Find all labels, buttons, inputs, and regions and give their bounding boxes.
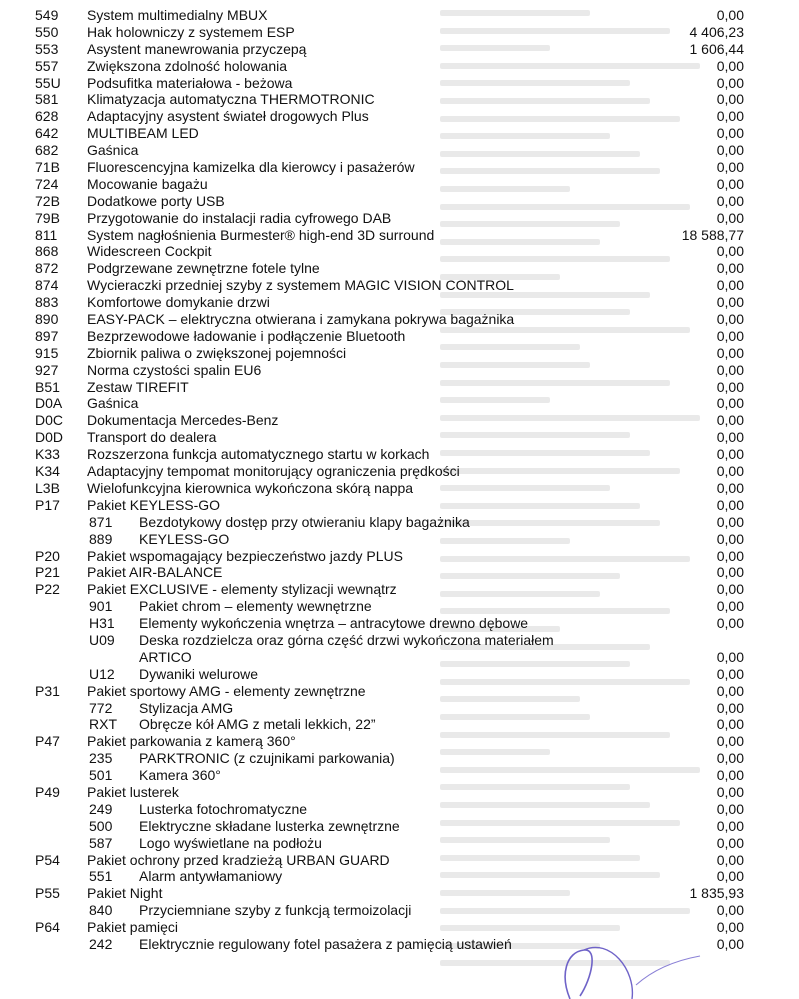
sub-item-name: Bezdotykowy dostęp przy otwieraniu klapy bagażnika [139, 513, 470, 530]
item-code: 553 [35, 40, 59, 57]
sub-item-row [0, 818, 799, 835]
item-price: 0,00 [716, 733, 744, 750]
item-row [0, 497, 799, 514]
item-code: P47 [35, 733, 60, 750]
item-row [0, 412, 799, 429]
item-name: Widescreen Cockpit [87, 243, 212, 260]
item-name: Rozszerzona funkcja automatycznego startu w korkach [87, 446, 430, 463]
item-name: Zwiększona zdolność holowania [87, 57, 287, 74]
item-price: 0,00 [716, 919, 744, 936]
item-name: System nagłośnienia Burmester® high-end 3D surround [87, 226, 435, 243]
item-name: Pakiet Night [87, 885, 163, 902]
item-price: 0,00 [716, 294, 744, 311]
item-code: P17 [35, 496, 60, 513]
sub-item-code: 501 [89, 767, 113, 784]
item-name: EASY-PACK – elektryczna otwierana i zamykana pokrywa bagażnika [87, 311, 515, 328]
item-price: 0,00 [716, 716, 744, 733]
item-name: Pakiet parkowania z kamerą 360° [87, 733, 296, 750]
item-row [0, 548, 799, 565]
item-name: Zbiornik paliwa o zwiększonej pojemności [87, 344, 347, 361]
item-name: Norma czystości spalin EU6 [87, 361, 262, 378]
item-name: Pakiet AIR-BALANCE [87, 564, 223, 581]
item-name: Adaptacyjny tempomat monitorujący ograniczenia prędkości [87, 463, 460, 480]
item-row [0, 379, 799, 396]
sub-item-name: Alarm antywłamaniowy [139, 868, 283, 885]
item-row [0, 91, 799, 108]
item-row [0, 683, 799, 700]
item-price: 0,00 [716, 665, 744, 682]
item-row [0, 125, 799, 142]
item-row [0, 852, 799, 869]
item-price: 0,00 [716, 513, 744, 530]
item-price: 0,00 [716, 851, 744, 868]
item-name: Hak holowniczy z systemem ESP [87, 23, 295, 40]
item-name: Zestaw TIREFIT [87, 378, 189, 395]
item-name: Mocowanie bagażu [87, 175, 208, 192]
sub-item-name: Stylizacja AMG [139, 699, 234, 716]
item-price: 0,00 [716, 868, 744, 885]
item-code: 872 [35, 260, 59, 277]
item-name: Dodatkowe porty USB [87, 192, 225, 209]
item-code: P22 [35, 581, 60, 598]
sub-item-code: RXT [89, 716, 117, 733]
item-price: 0,00 [716, 817, 744, 834]
item-name: Gaśnica [87, 395, 139, 412]
item-code: P64 [35, 919, 60, 936]
sub-item-code: 235 [89, 750, 113, 767]
item-code: 927 [35, 361, 59, 378]
item-price: 1 835,93 [689, 885, 744, 902]
sub-item-row [0, 632, 799, 666]
item-price: 0,00 [716, 209, 744, 226]
item-name: Pakiet lusterek [87, 783, 179, 800]
item-price: 0,00 [716, 902, 744, 919]
item-name: Pakiet pamięci [87, 919, 179, 936]
item-price: 4 406,23 [689, 23, 744, 40]
sub-item-name: Elektryczne składane lusterka zewnętrzne [139, 817, 400, 834]
sub-item-code: 871 [89, 513, 113, 530]
item-code: 72B [35, 192, 60, 209]
item-name: MULTIBEAM LED [87, 125, 199, 142]
item-code: P31 [35, 682, 60, 699]
item-code: 874 [35, 277, 59, 294]
item-name: System multimedialny MBUX [87, 7, 268, 23]
item-name: Fluorescencyjna kamizelka dla kierowcy i pasażerów [87, 159, 415, 176]
item-code: D0A [35, 395, 63, 412]
item-name: Pakiet ochrony przed kradzieżą URBAN GUARD [87, 851, 390, 868]
item-row [0, 733, 799, 750]
equipment-list [0, 7, 799, 953]
item-code: 915 [35, 344, 59, 361]
item-row [0, 446, 799, 463]
item-price: 0,00 [716, 463, 744, 480]
item-price: 0,00 [716, 750, 744, 767]
item-code: 79B [35, 209, 60, 226]
sub-item-code: U12 [89, 665, 115, 682]
item-price: 0,00 [716, 581, 744, 598]
sub-item-name: Przyciemniane szyby z funkcją termoizolacji [139, 902, 412, 919]
sub-item-row [0, 716, 799, 733]
item-price: 0,00 [716, 783, 744, 800]
item-row [0, 260, 799, 277]
item-name: Dokumentacja Mercedes-Benz [87, 412, 279, 429]
item-price: 0,00 [716, 699, 744, 716]
item-name: Przygotowanie do instalacji radia cyfrowego DAB [87, 209, 392, 226]
item-code: L3B [35, 479, 60, 496]
item-code: 557 [35, 57, 59, 74]
sub-item-name: Deska rozdzielcza oraz górna część drzwi wykończona materiałem ARTICO [139, 631, 554, 665]
sub-item-name: Elektrycznie regulowany fotel pasażera z pamięcią ustawień [139, 936, 512, 952]
item-row [0, 176, 799, 193]
item-row [0, 210, 799, 227]
item-name: Asystent manewrowania przyczepą [87, 40, 307, 57]
item-name: Podsufitka materiałowa - beżowa [87, 74, 293, 91]
item-price: 0,00 [716, 530, 744, 547]
item-code: P55 [35, 885, 60, 902]
item-price: 1 606,44 [689, 40, 744, 57]
item-name: Adaptacyjny asystent świateł drogowych Plus [87, 108, 369, 125]
sub-item-name: PARKTRONIC (z czujnikami parkowania) [139, 750, 395, 767]
item-price: 0,00 [716, 74, 744, 91]
item-row [0, 243, 799, 260]
item-code: K34 [35, 463, 60, 480]
item-row [0, 395, 799, 412]
item-code: P20 [35, 547, 60, 564]
item-price: 0,00 [716, 260, 744, 277]
sub-item-code: 772 [89, 699, 113, 716]
sub-item-row [0, 750, 799, 767]
item-code: K33 [35, 446, 60, 463]
item-code: 549 [35, 7, 59, 23]
item-price: 0,00 [716, 361, 744, 378]
item-code: 682 [35, 142, 59, 159]
item-name: Klimatyzacja automatyczna THERMOTRONIC [87, 91, 375, 108]
item-row [0, 311, 799, 328]
item-price: 0,00 [716, 378, 744, 395]
item-code: 811 [35, 226, 58, 243]
item-name: Pakiet EXCLUSIVE - elementy stylizacji wewnątrz [87, 581, 397, 598]
sub-item-row [0, 531, 799, 548]
item-name: Podgrzewane zewnętrzne fotele tylne [87, 260, 320, 277]
item-row [0, 463, 799, 480]
item-price: 0,00 [716, 142, 744, 159]
item-code: 642 [35, 125, 59, 142]
sub-item-row [0, 514, 799, 531]
item-code: P54 [35, 851, 60, 868]
sub-item-code: H31 [89, 615, 115, 632]
sub-item-name: KEYLESS-GO [139, 530, 230, 547]
item-row [0, 108, 799, 125]
item-price: 0,00 [716, 344, 744, 361]
sub-item-code: 551 [89, 868, 113, 885]
item-row [0, 564, 799, 581]
sub-item-row [0, 598, 799, 615]
item-code: 628 [35, 108, 59, 125]
item-price: 0,00 [716, 175, 744, 192]
item-price: 0,00 [716, 159, 744, 176]
item-price: 0,00 [716, 7, 744, 23]
item-name: Komfortowe domykanie drzwi [87, 294, 270, 311]
item-code: B51 [35, 378, 60, 395]
sub-item-row [0, 700, 799, 717]
item-price: 0,00 [716, 57, 744, 74]
item-name: Pakiet KEYLESS-GO [87, 496, 221, 513]
sub-item-row [0, 835, 799, 852]
item-row [0, 24, 799, 41]
item-name: Transport do dealera [87, 429, 217, 446]
item-code: D0D [35, 429, 64, 446]
item-code: 71B [35, 159, 60, 176]
sub-item-name: Obręcze kół AMG z metali lekkich, 22” [139, 716, 376, 733]
sub-item-code: 500 [89, 817, 113, 834]
sub-item-code: 840 [89, 902, 113, 919]
item-row [0, 429, 799, 446]
item-code: 897 [35, 327, 59, 344]
sub-item-row [0, 801, 799, 818]
sub-item-name: Elementy wykończenia wnętrza – antracytowe drewno dębowe [139, 615, 529, 632]
item-price: 0,00 [716, 648, 744, 665]
item-price: 0,00 [716, 598, 744, 615]
item-price: 0,00 [716, 547, 744, 564]
item-name: Bezprzewodowe ładowanie i podłączenie Bluetooth [87, 327, 406, 344]
item-price: 0,00 [716, 564, 744, 581]
item-price: 0,00 [716, 91, 744, 108]
item-code: D0C [35, 412, 64, 429]
item-row [0, 480, 799, 497]
item-row [0, 277, 799, 294]
sub-item-code: 587 [89, 834, 113, 851]
item-row [0, 41, 799, 58]
sub-item-code: 249 [89, 800, 113, 817]
item-row [0, 227, 799, 244]
item-row [0, 193, 799, 210]
item-row [0, 362, 799, 379]
item-code: 890 [35, 311, 59, 328]
sub-item-row [0, 666, 799, 683]
item-price: 0,00 [716, 277, 744, 294]
sub-item-row [0, 868, 799, 885]
item-price: 0,00 [716, 767, 744, 784]
item-code: P49 [35, 783, 60, 800]
item-price: 0,00 [716, 446, 744, 463]
item-price: 0,00 [716, 108, 744, 125]
item-price: 0,00 [716, 429, 744, 446]
sub-item-code: 242 [89, 936, 113, 952]
item-price: 0,00 [716, 395, 744, 412]
sub-item-name: Dywaniki welurowe [139, 665, 259, 682]
item-price: 0,00 [716, 327, 744, 344]
sub-item-row [0, 615, 799, 632]
item-price: 0,00 [716, 682, 744, 699]
sub-item-name: Pakiet chrom – elementy wewnętrzne [139, 598, 372, 615]
item-code: 581 [35, 91, 59, 108]
item-row [0, 7, 799, 24]
sub-item-name: Lusterka fotochromatyczne [139, 800, 308, 817]
item-row [0, 885, 799, 902]
item-code: 868 [35, 243, 59, 260]
item-price: 0,00 [716, 243, 744, 260]
item-name: Wycieraczki przedniej szyby z systemem MAGIC VISION CONTROL [87, 277, 514, 294]
item-row [0, 75, 799, 92]
item-price: 0,00 [716, 936, 744, 952]
item-price: 0,00 [716, 311, 744, 328]
item-name: Wielofunkcyjna kierownica wykończona skórą nappa [87, 479, 414, 496]
item-price: 0,00 [716, 125, 744, 142]
item-price: 0,00 [716, 800, 744, 817]
item-row [0, 345, 799, 362]
item-row [0, 294, 799, 311]
sub-item-code: U09 [89, 631, 115, 648]
sub-item-code: 901 [89, 598, 113, 615]
item-code: 724 [35, 175, 59, 192]
item-price: 0,00 [716, 412, 744, 429]
sub-item-name: Kamera 360° [139, 767, 221, 784]
handwritten-signature-icon [540, 930, 710, 999]
item-row [0, 142, 799, 159]
item-price: 0,00 [716, 496, 744, 513]
item-row [0, 159, 799, 176]
item-row [0, 58, 799, 75]
item-code: 55U [35, 74, 61, 91]
item-code: P21 [35, 564, 60, 581]
item-price: 0,00 [716, 615, 744, 632]
sub-item-row [0, 767, 799, 784]
sub-item-row [0, 902, 799, 919]
item-name: Gaśnica [87, 142, 139, 159]
item-row [0, 784, 799, 801]
item-code: 550 [35, 23, 59, 40]
item-row [0, 581, 799, 598]
item-price: 0,00 [716, 834, 744, 851]
item-price: 18 588,77 [681, 226, 744, 243]
item-row [0, 328, 799, 345]
item-code: 883 [35, 294, 59, 311]
item-price: 0,00 [716, 479, 744, 496]
item-name: Pakiet sportowy AMG - elementy zewnętrzne [87, 682, 366, 699]
sub-item-code: 889 [89, 530, 113, 547]
item-name: Pakiet wspomagający bezpieczeństwo jazdy PLUS [87, 547, 403, 564]
item-price: 0,00 [716, 192, 744, 209]
sub-item-name: Logo wyświetlane na podłożu [139, 834, 322, 851]
